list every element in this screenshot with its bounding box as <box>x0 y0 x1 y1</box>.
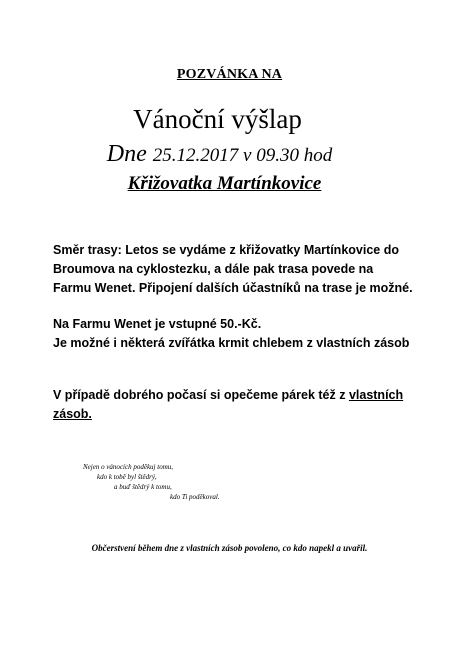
poem-line: kdo Ti poděkoval. <box>170 493 220 501</box>
weather-underlined-text: vlastních zásob. <box>53 388 404 421</box>
event-date-line <box>0 141 449 168</box>
event-title: Vánoční výšlap <box>133 104 302 134</box>
meeting-place: Křižovatka Martínkovice <box>127 173 322 194</box>
weather-text: V případě dobrého počasí si opečeme párek též z <box>53 388 349 402</box>
date-value: 25.12.2017 v 09.30 hod <box>152 145 333 166</box>
route-paragraph: Směr trasy: Letos se vydáme z křižovatky Martínkovice do Broumova na cyklostezku, a dále pak trasa povede na Farmu Wenet. Připojení dalších účastníků na trase je možné. <box>53 243 413 295</box>
poem-line: Nejen o vánocích poděkuj tomu, <box>83 463 174 471</box>
poem-line: kdo k tobě byl štědrý, <box>97 473 157 481</box>
date-prefix: Dne <box>106 141 147 167</box>
footer-note: Občerstvení během dne z vlastních zásob povoleno, co kdo napekl a uvařil. <box>91 543 368 553</box>
weather-paragraph <box>53 386 413 424</box>
fee-paragraph: Na Farmu Wenet je vstupné 50.-Kč. <box>53 317 262 331</box>
invite-heading: POZVÁNKA NA <box>176 67 283 82</box>
poem-line: a buď štědrý k tomu, <box>114 483 172 491</box>
animals-paragraph: Je možné i některá zvířátka krmit chlebem z vlastních zásob <box>53 336 410 350</box>
